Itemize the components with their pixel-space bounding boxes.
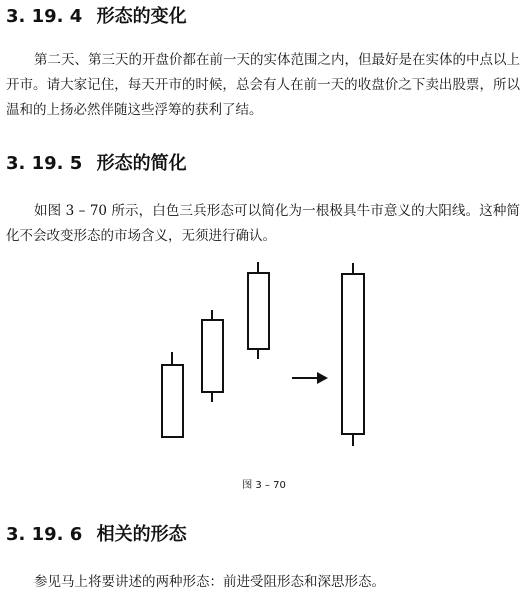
section-number: 3. 19. 4: [6, 6, 83, 27]
candlestick-diagram: [150, 262, 380, 462]
section-number: 3. 19. 6: [6, 524, 83, 545]
section-title: 相关的形态: [96, 524, 187, 545]
section-heading-3-19-6: [6, 524, 187, 546]
section-heading-3-19-5: [6, 153, 187, 175]
figure-caption: 图 3 – 70: [242, 480, 286, 491]
candle-2-body: [202, 320, 223, 392]
candlestick-figure: [150, 262, 380, 462]
section-heading-3-19-4: [6, 6, 187, 28]
right-arrow-icon: [292, 372, 328, 384]
section-title: 形态的简化: [96, 153, 187, 174]
candle-1-body: [162, 365, 183, 437]
section-paragraph-3-19-5: 如图 3 – 70 所示，白色三兵形态可以简化为一根极具牛市意义的大阳线。这种简化不会改变形态的市场含义，无须进行确认。: [6, 203, 520, 244]
section-paragraph-3-19-6: 参见马上将要讲述的两种形态：前进受阻形态和深思形态。: [34, 574, 385, 590]
candle-3-body: [248, 273, 269, 349]
section-title: 形态的变化: [96, 6, 187, 27]
section-paragraph-3-19-4: 第二天、第三天的开盘价都在前一天的实体范围之内，但最好是在实体的中点以上开市。请大家记住，每天开市的时候，总会有人在前一天的收盘价之下卖出股票，所以温和的上扬必然伴随这些浮筹的获利了结。: [6, 52, 520, 118]
big-candle-body: [342, 274, 364, 434]
section-number: 3. 19. 5: [6, 153, 83, 174]
